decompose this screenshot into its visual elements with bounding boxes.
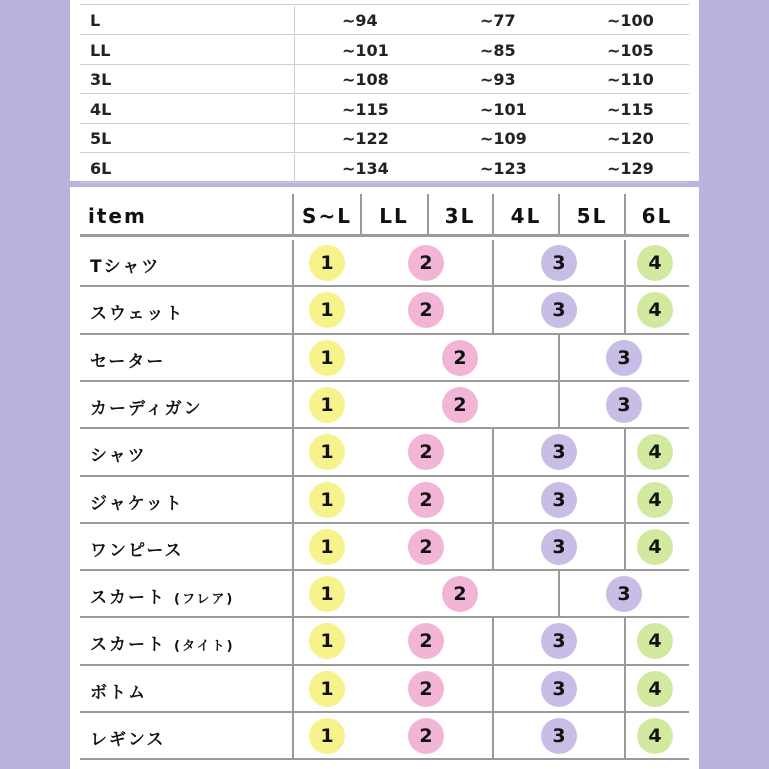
grid-line xyxy=(624,666,626,713)
item-name xyxy=(90,489,184,514)
grid-line xyxy=(427,194,429,234)
size-badge-1: 1 xyxy=(309,292,345,328)
size-badge-1: 1 xyxy=(309,434,345,470)
size-badge-3: 3 xyxy=(541,434,577,470)
grid-line xyxy=(624,713,626,760)
size-badge-2: 2 xyxy=(442,576,478,612)
grid-line xyxy=(624,240,626,287)
header-size-4l: 4L xyxy=(510,204,542,228)
grid-line xyxy=(624,477,626,524)
column-divider xyxy=(294,65,295,93)
item-name xyxy=(90,678,147,703)
size-badge-3: 3 xyxy=(541,718,577,754)
size-badge-4: 4 xyxy=(637,292,673,328)
grid-line xyxy=(624,194,626,234)
grid-line xyxy=(292,713,294,760)
item-name-text: セーター xyxy=(90,351,166,372)
size-value-c: ~110 xyxy=(607,70,654,89)
item-name-text: スウェット xyxy=(90,304,185,325)
size-value-c: ~120 xyxy=(607,129,654,148)
size-value-a: ~101 xyxy=(342,40,389,60)
grid-line xyxy=(492,666,494,713)
size-value-a: ~108 xyxy=(342,70,389,89)
size-value-b: ~109 xyxy=(480,129,527,148)
item-name-text: カーディガン xyxy=(90,398,203,419)
size-value-c: ~105 xyxy=(607,40,654,60)
size-badge-3: 3 xyxy=(541,671,577,707)
header-size-6l: 6L xyxy=(641,204,673,228)
size-row xyxy=(80,124,689,153)
grid-line xyxy=(292,335,294,382)
size-badge-1: 1 xyxy=(309,718,345,754)
size-badge-2: 2 xyxy=(408,529,444,565)
grid-line xyxy=(80,234,689,237)
grid-line xyxy=(80,616,689,618)
size-badge-2: 2 xyxy=(408,482,444,518)
size-label: 4L xyxy=(90,99,112,119)
size-badge-1: 1 xyxy=(309,482,345,518)
grid-line xyxy=(292,618,294,665)
size-value-b: ~123 xyxy=(480,158,527,178)
grid-line xyxy=(492,194,494,234)
grid-line xyxy=(292,571,294,618)
item-name-note: (フレア) xyxy=(174,592,235,608)
grid-line xyxy=(492,429,494,476)
size-badge-4: 4 xyxy=(637,623,673,659)
size-label: 3L xyxy=(90,70,112,89)
size-row xyxy=(80,65,689,94)
item-name xyxy=(90,536,183,561)
grid-line xyxy=(624,287,626,334)
size-label: L xyxy=(90,11,101,30)
size-badge-4: 4 xyxy=(637,434,673,470)
size-badge-1: 1 xyxy=(309,387,345,423)
size-badge-1: 1 xyxy=(309,340,345,376)
grid-line xyxy=(80,758,689,760)
grid-line xyxy=(492,524,494,571)
item-name-text: シャツ xyxy=(90,446,147,467)
item-name xyxy=(90,583,234,608)
size-badge-2: 2 xyxy=(408,245,444,281)
grid-line xyxy=(624,429,626,476)
size-badge-3: 3 xyxy=(541,529,577,565)
grid-line xyxy=(624,618,626,665)
item-name xyxy=(90,347,165,372)
header-size-5l: 5L xyxy=(576,204,608,228)
grid-line xyxy=(292,382,294,429)
grid-line xyxy=(492,618,494,665)
size-badge-3: 3 xyxy=(541,245,577,281)
grid-line xyxy=(292,240,294,287)
size-badge-2: 2 xyxy=(408,434,444,470)
grid-line xyxy=(492,240,494,287)
grid-line xyxy=(292,429,294,476)
size-label: 6L xyxy=(90,158,112,178)
header-item: item xyxy=(88,204,147,228)
item-name xyxy=(90,394,203,419)
size-value-b: ~93 xyxy=(480,70,516,89)
item-name-text: スカート xyxy=(90,635,166,656)
grid-line xyxy=(492,287,494,334)
grid-line xyxy=(558,335,560,382)
size-value-a: ~122 xyxy=(342,129,389,148)
item-name xyxy=(90,252,160,277)
item-name xyxy=(90,630,235,655)
size-value-c: ~100 xyxy=(607,11,654,30)
size-badge-4: 4 xyxy=(637,482,673,518)
size-badge-3: 3 xyxy=(541,623,577,659)
grid-line xyxy=(492,477,494,524)
item-name-text: Tシャツ xyxy=(90,257,161,277)
size-value-a: ~94 xyxy=(342,11,378,30)
header-size-s-l: S~L xyxy=(302,204,352,228)
size-badge-3: 3 xyxy=(606,576,642,612)
grid-line xyxy=(80,333,689,335)
grid-line xyxy=(558,194,560,234)
grid-line xyxy=(292,477,294,524)
size-badge-4: 4 xyxy=(637,671,673,707)
item-name xyxy=(90,441,147,466)
size-badge-2: 2 xyxy=(408,623,444,659)
size-label: 5L xyxy=(90,129,112,148)
item-name-note: (タイト) xyxy=(174,639,235,655)
size-badge-4: 4 xyxy=(637,529,673,565)
size-badge-3: 3 xyxy=(541,482,577,518)
grid-line xyxy=(80,711,689,713)
size-row xyxy=(80,36,689,65)
size-badge-4: 4 xyxy=(637,718,673,754)
size-row xyxy=(80,6,689,35)
item-name-text: ボトム xyxy=(90,682,147,703)
grid-line xyxy=(80,664,689,666)
grid-line xyxy=(292,666,294,713)
column-divider xyxy=(294,124,295,152)
size-badge-1: 1 xyxy=(309,245,345,281)
size-row xyxy=(80,95,689,124)
item-name xyxy=(90,299,184,324)
row-divider xyxy=(80,4,689,5)
size-value-b: ~77 xyxy=(480,11,516,30)
grid-line xyxy=(360,194,362,234)
column-divider xyxy=(294,95,295,123)
header-size-ll: LL xyxy=(379,204,409,228)
size-badge-2: 2 xyxy=(408,718,444,754)
grid-line xyxy=(80,380,689,382)
item-name-text: スカート xyxy=(90,588,166,609)
grid-line xyxy=(80,522,689,524)
item-chart-panel xyxy=(70,187,699,769)
item-name-text: レギンス xyxy=(90,730,166,750)
item-name-text: ワンピース xyxy=(90,540,184,561)
size-badge-4: 4 xyxy=(637,245,673,281)
size-badge-1: 1 xyxy=(309,623,345,659)
grid-line xyxy=(80,475,689,477)
column-divider xyxy=(294,36,295,64)
item-name xyxy=(90,725,165,750)
size-badge-2: 2 xyxy=(408,292,444,328)
size-badge-2: 2 xyxy=(408,671,444,707)
size-badge-2: 2 xyxy=(442,340,478,376)
grid-line xyxy=(624,524,626,571)
grid-line xyxy=(292,287,294,334)
grid-line xyxy=(492,713,494,760)
grid-line xyxy=(80,285,689,287)
size-badge-1: 1 xyxy=(309,576,345,612)
grid-line xyxy=(558,571,560,618)
size-badge-3: 3 xyxy=(606,340,642,376)
grid-line xyxy=(292,194,294,234)
size-value-b: ~101 xyxy=(480,99,527,119)
size-value-a: ~134 xyxy=(342,158,389,178)
column-divider xyxy=(294,154,295,182)
size-badge-3: 3 xyxy=(606,387,642,423)
size-value-b: ~85 xyxy=(480,40,516,60)
header-size-3l: 3L xyxy=(444,204,476,228)
size-value-a: ~115 xyxy=(342,99,389,119)
size-value-c: ~129 xyxy=(607,158,654,178)
size-badge-3: 3 xyxy=(541,292,577,328)
item-name-text: ジャケット xyxy=(90,493,184,514)
grid-line xyxy=(80,569,689,571)
size-badge-2: 2 xyxy=(442,387,478,423)
size-row xyxy=(80,154,689,183)
grid-line xyxy=(80,427,689,429)
size-value-c: ~115 xyxy=(607,99,654,119)
size-badge-1: 1 xyxy=(309,529,345,565)
grid-line xyxy=(558,382,560,429)
grid-line xyxy=(292,524,294,571)
size-label: LL xyxy=(90,40,111,60)
column-divider xyxy=(294,6,295,34)
size-badge-1: 1 xyxy=(309,671,345,707)
